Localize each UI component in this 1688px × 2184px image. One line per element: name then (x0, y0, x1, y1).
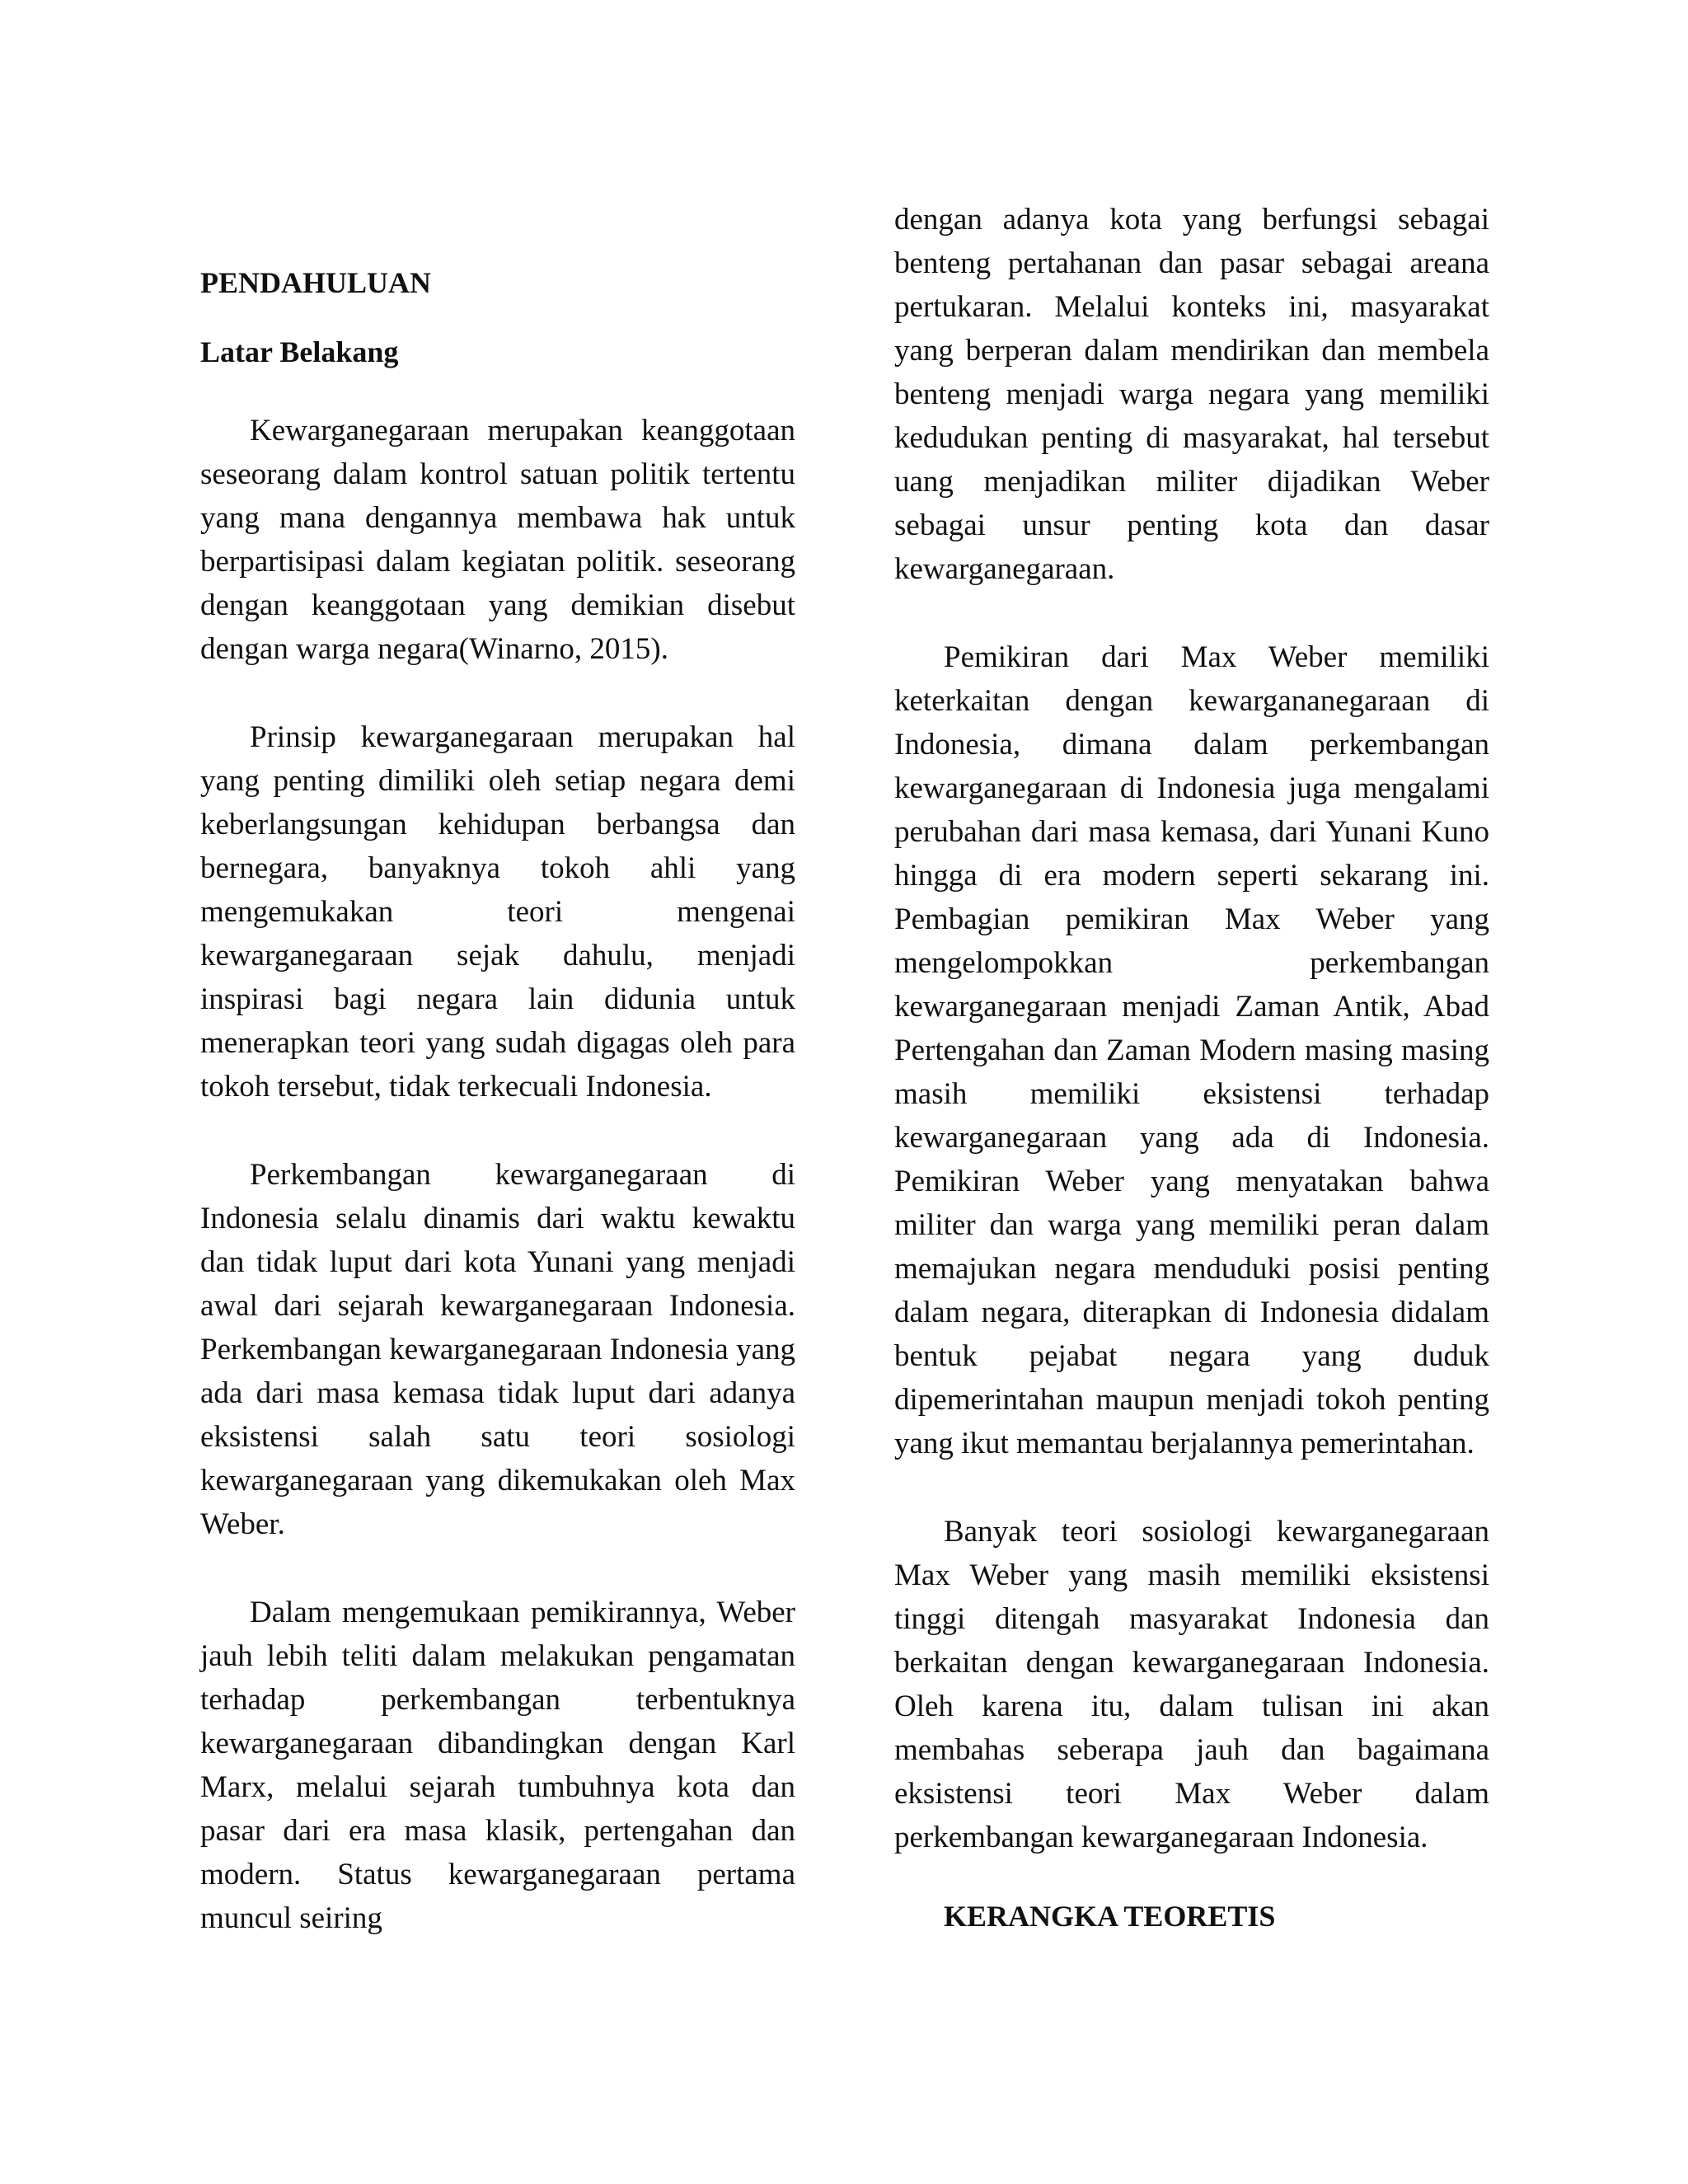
left-column (200, 409, 795, 1985)
subsection-heading: Latar Belakang (200, 335, 399, 368)
paragraph: Banyak teori sosiologi kewarganegaraan Max Weber yang masih memiliki eksistensi tinggi ditengah masyarakat Indonesia dan berkaitan dengan kewarganegaraan Indonesia. Oleh karena itu, dalam tulisan ini akan membahas seberapa jauh dan bagaimana eksistensi teori Max Weber dalam perkembangan kewarganegaraan Indonesia. (894, 1515, 1489, 1854)
next-section-heading: KERANGKA TEORETIS (944, 1900, 1276, 1933)
paragraph: Dalam mengemukaan pemikirannya, Weber jauh lebih teliti dalam melakukan pengamatan terhadap perkembangan terbentuknya kewarganegaraan dibandingkan dengan Karl Marx, melalui sejarah tumbuhnya kota dan pasar dari era masa klasik, pertengahan dan modern. Status kewarganegaraan pertama muncul seiring (200, 1596, 795, 1935)
paragraph: Perkembangan kewarganegaraan di Indonesia selalu dinamis dari waktu kewaktu dan tidak luput dari kota Yunani yang menjadi awal dari sejarah kewarganegaraan Indonesia. Perkembangan kewarganegaraan Indonesia yang ada dari masa kemasa tidak luput dari adanya eksistensi salah satu teori sosiologi kewarganegaraan yang dikemukakan oleh Max Weber. (200, 1158, 795, 1541)
paragraph: Kewarganegaraan merupakan keanggotaan seseorang dalam kontrol satuan politik tertentu yang mana dengannya membawa hak untuk berpartisipasi dalam kegiatan politik. seseorang dengan keanggotaan yang demikian disebut dengan warga negara(Winarno, 2015). (200, 414, 795, 666)
right-column (894, 198, 1489, 1904)
paragraph: Prinsip kewarganegaraan merupakan hal yang penting dimiliki oleh setiap negara demi keberlangsungan kehidupan berbangsa dan bernegara, banyaknya tokoh ahli yang mengemukakan teori mengenai kewarganegaraan sejak dahulu, menjadi inspirasi bagi negara lain didunia untuk menerapkan teori yang sudah digagas oleh para tokoh tersebut, tidak terkecuali Indonesia. (200, 720, 795, 1104)
paragraph-continued: dengan adanya kota yang berfungsi sebagai benteng pertahanan dan pasar sebagai areana pertukaran. Melalui konteks ini, masyarakat yang berperan dalam mendirikan dan membela benteng menjadi warga negara yang memiliki kedudukan penting di masyarakat, hal tersebut uang menjadikan militer dijadikan Weber sebagai unsur penting kota dan dasar kewarganegaraan. (894, 203, 1489, 586)
section-heading: PENDAHULUAN (200, 266, 432, 299)
paragraph: Pemikiran dari Max Weber memiliki keterkaitan dengan kewargananegaraan di Indonesia, dimana dalam perkembangan kewarganegaraan di Indonesia juga mengalami perubahan dari masa kemasa, dari Yunani Kuno hingga di era modern seperti sekarang ini. Pembagian pemikiran Max Weber yang mengelompokkan perkembangan kewarganegaraan menjadi Zaman Antik, Abad Pertengahan dan Zaman Modern masing masing masih memiliki eksistensi terhadap kewarganegaraan yang ada di Indonesia. Pemikiran Weber yang menyatakan bahwa militer dan warga yang memiliki peran dalam memajukan negara menduduki posisi penting dalam negara, diterapkan di Indonesia didalam bentuk pejabat negara yang duduk dipemerintahan maupun menjadi tokoh penting yang ikut memantau berjalannya pemerintahan. (894, 640, 1489, 1460)
